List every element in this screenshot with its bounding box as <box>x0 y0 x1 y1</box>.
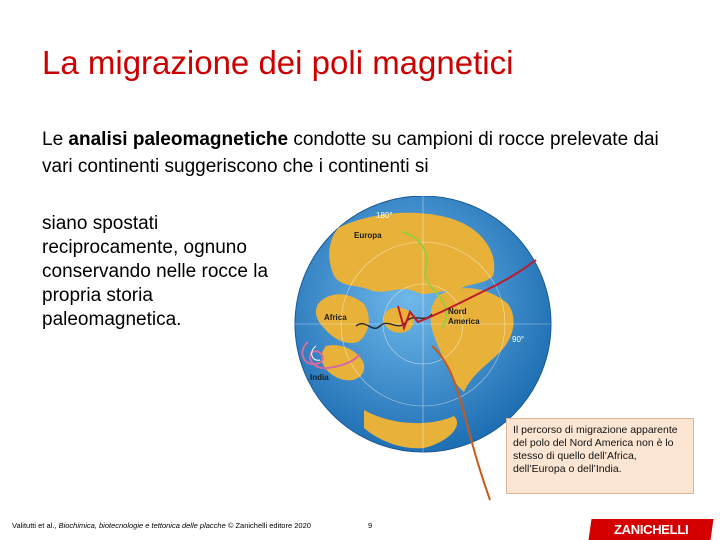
label-90-right: 90° <box>512 335 525 344</box>
intro-bold-term: analisi paleomagnetiche <box>68 129 289 150</box>
label-north-america-2: America <box>448 317 480 326</box>
intro-text-end: condotte su campioni di rocce prelevate dai vari continenti suggeriscono che i continenti si <box>42 129 659 177</box>
label-africa: Africa <box>324 313 347 322</box>
intro-paragraph <box>42 126 692 180</box>
page-number: 9 <box>368 521 373 530</box>
footer-publisher: © Zanichelli editore 2020 <box>225 521 311 530</box>
side-paragraph: siano spostati reciprocamente, ognuno conservando nelle rocce la propria storia paleomagnetica. <box>42 213 269 330</box>
map-caption-box: Il percorso di migrazione apparente del polo del Nord America non è lo stesso di quello dell’Africa, dell’Europa o dell’India. <box>506 418 694 494</box>
intro-text-start: Le <box>42 129 69 150</box>
label-0: 0° <box>398 453 406 462</box>
label-north-america-1: Nord <box>448 307 467 316</box>
label-180: 180° <box>376 211 393 220</box>
footer-book-title: Biochimica, biotecnologie e tettonica delle placche <box>58 521 226 530</box>
label-europa: Europa <box>354 231 382 240</box>
label-india: India <box>310 373 329 382</box>
slide-title: La migrazione dei poli magnetici <box>42 44 514 81</box>
label-90-left: 90° <box>268 325 281 334</box>
publisher-logo <box>589 519 714 540</box>
publisher-logo-text: ZANICHELLI <box>613 522 689 537</box>
footer-credit <box>12 521 311 530</box>
footer-authors: Valitutti et al., <box>12 521 59 530</box>
